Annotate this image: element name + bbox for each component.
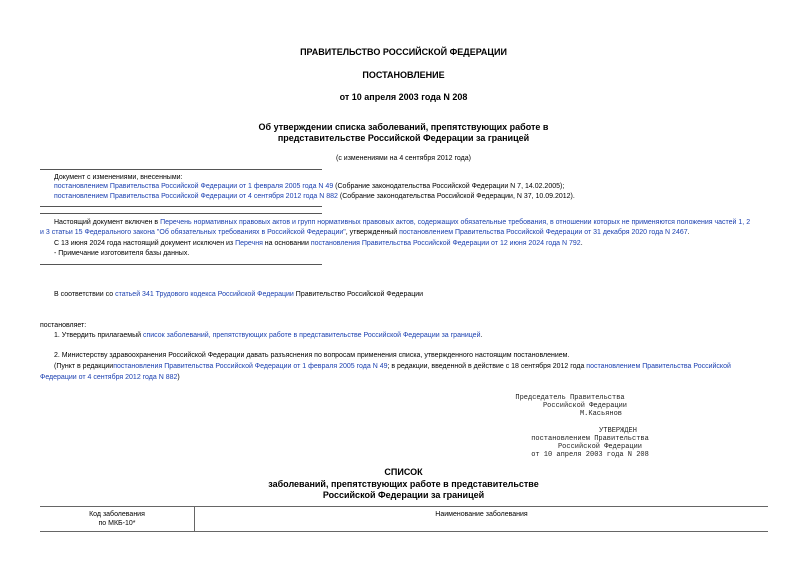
- table-header-row: [40, 507, 768, 532]
- disease-table: [40, 506, 768, 532]
- amendment-note: (с изменениями на 4 сентября 2012 года): [336, 155, 471, 162]
- resolution-49-link[interactable]: постановления Правительства Российской Федерации от 1 февраля 2005 года N 49: [113, 363, 388, 370]
- resolution-2467-link[interactable]: постановлением Правительства Российской Федерации от 31 декабря 2020 года N 2467: [399, 229, 688, 236]
- item-2-note-line2: Федерации от 4 сентября 2012 года N 882): [40, 374, 180, 381]
- list-title: СПИСОК: [384, 467, 423, 477]
- notice-paragraph-1-line1: Настоящий документ включен в Перечень нормативных правовых актов и групп нормативных правовых актов, содержащих обязательные требования, в отношении которых не применяются положения частей 1, 2: [54, 219, 751, 226]
- doc-date-number: от 10 апреля 2003 года N 208: [339, 92, 468, 102]
- federal-law-link[interactable]: и 3 статьи 15 Федерального закона "Об обязательных требованиях в Российской Федерации": [40, 229, 346, 236]
- doc-type-heading: ПОСТАНОВЛЕНИЕ: [362, 70, 445, 80]
- approval-line4: от 10 апреля 2003 года N 208: [531, 451, 649, 459]
- changes-item-1: постановлением Правительства Российской Федерации от 1 февраля 2005 года N 49 (Собрание законодательства Российской Федерации N 7, 14.02.2005);: [54, 183, 565, 190]
- signature-name: М.Касьянов: [579, 410, 622, 418]
- decrees-word: постановляет:: [40, 322, 87, 329]
- doc-title-line1: Об утверждении списка заболеваний, препятствующих работе в: [258, 122, 549, 132]
- signature-title: Председатель Правительства: [515, 394, 625, 402]
- signature-block: [470, 394, 670, 418]
- list-subtitle-line1: заболеваний, препятствующих работе в представительстве: [268, 479, 539, 489]
- resolution-792-link[interactable]: постановления Правительства Российской Федерации от 12 июня 2024 года N 792: [310, 240, 581, 247]
- item-1: 1. Утвердить прилагаемый список заболеваний, препятствующих работе в представительстве Российской Федерации за границей.: [54, 332, 483, 339]
- perechen-link[interactable]: Перечень нормативных правовых актов и групп нормативных правовых актов, содержащих обязательные требования, в отношении которых не применяются положения частей 1, 2: [160, 219, 751, 226]
- labor-code-link[interactable]: статьей 341 Трудового кодекса Российской Федерации: [115, 291, 294, 298]
- divider: [40, 206, 322, 207]
- column-header-code: Код заболевания по МКБ-10*: [40, 507, 195, 532]
- disease-list-link[interactable]: список заболеваний, препятствующих работе в представительстве Российской Федерации за границей: [142, 332, 481, 339]
- doc-title-line2: представительстве Российской Федерации за границей: [277, 133, 530, 143]
- divider: [40, 264, 322, 265]
- item-2: 2. Министерству здравоохранения Российской Федерации давать разъяснения по вопросам применения списка, утвержденного настоящим постановлением.: [54, 352, 570, 359]
- notice-paragraph-3: - Примечание изготовителя базы данных.: [54, 250, 190, 257]
- government-heading: ПРАВИТЕЛЬСТВО РОССИЙСКОЙ ФЕДЕРАЦИИ: [300, 47, 507, 57]
- resolution-882-link[interactable]: постановлением Правительства Российской: [586, 363, 731, 370]
- approval-word: УТВЕРЖДЕН: [599, 427, 637, 435]
- approval-block: [470, 427, 670, 459]
- approval-line2: постановлением Правительства: [531, 435, 649, 443]
- notice-paragraph-1-line2: и 3 статьи 15 Федерального закона "Об обязательных требованиях в Российской Федерации", утвержденный постановлением Правительства Российской Федерации от 31 декабря 2020 года N 2467.: [40, 229, 690, 236]
- changes-intro: Документ с изменениями, внесенными:: [54, 174, 183, 181]
- changes-item-2: постановлением Правительства Российской Федерации от 4 сентября 2012 года N 882 (Собрание законодательства Российской Федерации, N 37, 10.09.2012).: [54, 193, 575, 200]
- list-subtitle-line2: Российской Федерации за границей: [322, 490, 485, 500]
- amendment-link-2012[interactable]: постановлением Правительства Российской Федерации от 4 сентября 2012 года N 882: [54, 193, 338, 200]
- divider: [40, 213, 322, 214]
- perechnya-link[interactable]: Перечня: [235, 240, 263, 247]
- signature-country: Российской Федерации: [542, 402, 627, 410]
- notice-paragraph-2: С 13 июня 2024 года настоящий документ исключен из Перечня на основании постановления Правительства Российской Федерации от 12 июня 2024 года N 792.: [54, 240, 583, 247]
- divider: [40, 169, 322, 170]
- amendment-link-2005[interactable]: постановлением Правительства Российской Федерации от 1 февраля 2005 года N 49: [54, 183, 334, 190]
- approval-line3: Российской Федерации: [557, 443, 642, 451]
- preamble: В соответствии со статьей 341 Трудового кодекса Российской Федерации Правительство Российской Федерации: [54, 291, 424, 298]
- column-header-name: Наименование заболевания: [195, 507, 769, 532]
- resolution-882-link-cont[interactable]: Федерации от 4 сентября 2012 года N 882: [40, 374, 178, 381]
- item-2-note-line1: (Пункт в редакциипостановления Правительства Российской Федерации от 1 февраля 2005 года N 49; в редакции, введенной в действие с 18 сентября 2012 года постановлением Правительства Российской: [54, 363, 731, 370]
